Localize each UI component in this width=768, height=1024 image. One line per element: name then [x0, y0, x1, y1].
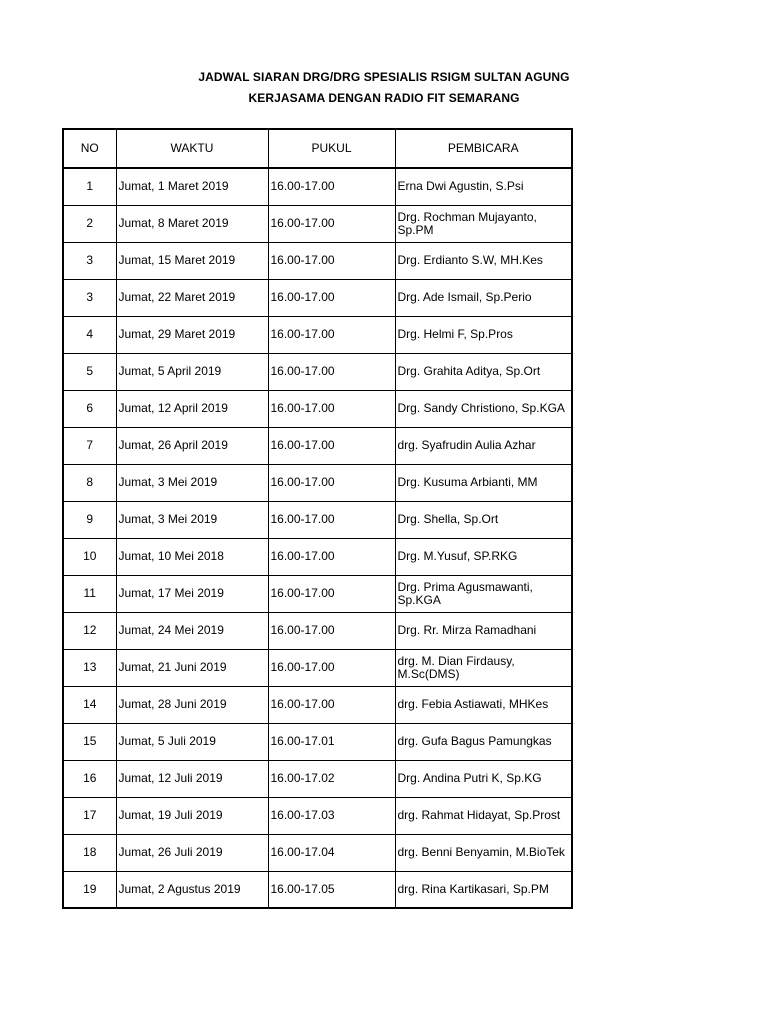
table-row [63, 316, 572, 353]
cell-pukul: 16.00-17.03 [268, 797, 395, 834]
cell-pembicara: Drg. M.Yusuf, SP.RKG [395, 538, 572, 575]
table-body [63, 168, 572, 908]
cell-no: 18 [63, 834, 116, 871]
cell-pukul: 16.00-17.00 [268, 316, 395, 353]
table-row [63, 871, 572, 908]
column-header-waktu: WAKTU [116, 129, 268, 168]
cell-pukul: 16.00-17.00 [268, 168, 395, 205]
cell-pembicara: drg. Benni Benyamin, M.BioTek [395, 834, 572, 871]
cell-pembicara: Erna Dwi Agustin, S.Psi [395, 168, 572, 205]
cell-pukul: 16.00-17.00 [268, 686, 395, 723]
cell-waktu: Jumat, 26 Juli 2019 [116, 834, 268, 871]
cell-pukul: 16.00-17.00 [268, 649, 395, 686]
cell-waktu: Jumat, 17 Mei 2019 [116, 575, 268, 612]
cell-no: 9 [63, 501, 116, 538]
table-row [63, 575, 572, 612]
table-row [63, 797, 572, 834]
cell-pembicara: Drg. Andina Putri K, Sp.KG [395, 760, 572, 797]
cell-pembicara: Drg. Shella, Sp.Ort [395, 501, 572, 538]
cell-pukul: 16.00-17.00 [268, 612, 395, 649]
cell-pukul: 16.00-17.00 [268, 205, 395, 242]
cell-pukul: 16.00-17.00 [268, 575, 395, 612]
cell-no: 11 [63, 575, 116, 612]
table-row [63, 612, 572, 649]
table-row [63, 390, 572, 427]
cell-waktu: Jumat, 10 Mei 2018 [116, 538, 268, 575]
table-row [63, 242, 572, 279]
cell-waktu: Jumat, 29 Maret 2019 [116, 316, 268, 353]
document-subtitle: KERJASAMA DENGAN RADIO FIT SEMARANG [248, 91, 520, 105]
cell-no: 7 [63, 427, 116, 464]
table-row [63, 760, 572, 797]
schedule-table [62, 128, 573, 909]
cell-pukul: 16.00-17.00 [268, 464, 395, 501]
cell-waktu: Jumat, 21 Juni 2019 [116, 649, 268, 686]
cell-no: 1 [63, 168, 116, 205]
cell-no: 3 [63, 242, 116, 279]
cell-pukul: 16.00-17.02 [268, 760, 395, 797]
table-row [63, 279, 572, 316]
cell-no: 4 [63, 316, 116, 353]
column-header-pukul: PUKUL [268, 129, 395, 168]
cell-pukul: 16.00-17.00 [268, 501, 395, 538]
cell-waktu: Jumat, 26 April 2019 [116, 427, 268, 464]
cell-no: 13 [63, 649, 116, 686]
cell-no: 12 [63, 612, 116, 649]
table-row [63, 205, 572, 242]
cell-no: 2 [63, 205, 116, 242]
cell-waktu: Jumat, 24 Mei 2019 [116, 612, 268, 649]
cell-pembicara: drg. Febia Astiawati, MHKes [395, 686, 572, 723]
cell-pukul: 16.00-17.00 [268, 390, 395, 427]
cell-no: 3 [63, 279, 116, 316]
cell-pembicara: drg. Syafrudin Aulia Azhar [395, 427, 572, 464]
table-row [63, 168, 572, 205]
cell-pembicara: Drg. Grahita Aditya, Sp.Ort [395, 353, 572, 390]
cell-pembicara: Drg. Rochman Mujayanto, Sp.PM [395, 205, 572, 242]
cell-no: 6 [63, 390, 116, 427]
column-header-no: NO [63, 129, 116, 168]
cell-pukul: 16.00-17.01 [268, 723, 395, 760]
cell-waktu: Jumat, 5 April 2019 [116, 353, 268, 390]
cell-no: 15 [63, 723, 116, 760]
cell-waktu: Jumat, 5 Juli 2019 [116, 723, 268, 760]
cell-pembicara: drg. Rahmat Hidayat, Sp.Prost [395, 797, 572, 834]
cell-pembicara: drg. Rina Kartikasari, Sp.PM [395, 871, 572, 908]
cell-waktu: Jumat, 3 Mei 2019 [116, 464, 268, 501]
table-row [63, 834, 572, 871]
cell-waktu: Jumat, 28 Juni 2019 [116, 686, 268, 723]
cell-waktu: Jumat, 15 Maret 2019 [116, 242, 268, 279]
cell-pembicara: Drg. Helmi F, Sp.Pros [395, 316, 572, 353]
cell-no: 10 [63, 538, 116, 575]
cell-no: 14 [63, 686, 116, 723]
table-row [63, 464, 572, 501]
cell-waktu: Jumat, 2 Agustus 2019 [116, 871, 268, 908]
cell-pembicara: Drg. Kusuma Arbianti, MM [395, 464, 572, 501]
cell-no: 5 [63, 353, 116, 390]
table-row [63, 427, 572, 464]
table-row [63, 649, 572, 686]
cell-pukul: 16.00-17.04 [268, 834, 395, 871]
table-row [63, 501, 572, 538]
cell-pembicara: Drg. Erdianto S.W, MH.Kes [395, 242, 572, 279]
cell-waktu: Jumat, 12 Juli 2019 [116, 760, 268, 797]
cell-pembicara: Drg. Ade Ismail, Sp.Perio [395, 279, 572, 316]
cell-no: 16 [63, 760, 116, 797]
cell-pembicara: Drg. Rr. Mirza Ramadhani [395, 612, 572, 649]
table-header-row [63, 129, 572, 168]
cell-pukul: 16.00-17.00 [268, 427, 395, 464]
cell-no: 19 [63, 871, 116, 908]
document-title: JADWAL SIARAN DRG/DRG SPESIALIS RSIGM SULTAN AGUNG [198, 70, 570, 84]
table-row [63, 723, 572, 760]
cell-no: 17 [63, 797, 116, 834]
table-row [63, 686, 572, 723]
cell-waktu: Jumat, 1 Maret 2019 [116, 168, 268, 205]
cell-pukul: 16.00-17.05 [268, 871, 395, 908]
cell-pembicara: drg. M. Dian Firdausy, M.Sc(DMS) [395, 649, 572, 686]
table-row [63, 353, 572, 390]
cell-pukul: 16.00-17.00 [268, 353, 395, 390]
cell-waktu: Jumat, 22 Maret 2019 [116, 279, 268, 316]
cell-waktu: Jumat, 19 Juli 2019 [116, 797, 268, 834]
table-row [63, 538, 572, 575]
cell-pukul: 16.00-17.00 [268, 242, 395, 279]
cell-no: 8 [63, 464, 116, 501]
cell-pukul: 16.00-17.00 [268, 538, 395, 575]
cell-pembicara: Drg. Sandy Christiono, Sp.KGA [395, 390, 572, 427]
cell-waktu: Jumat, 8 Maret 2019 [116, 205, 268, 242]
cell-pukul: 16.00-17.00 [268, 279, 395, 316]
cell-waktu: Jumat, 12 April 2019 [116, 390, 268, 427]
cell-waktu: Jumat, 3 Mei 2019 [116, 501, 268, 538]
cell-pembicara: drg. Gufa Bagus Pamungkas [395, 723, 572, 760]
column-header-pembicara: PEMBICARA [395, 129, 572, 168]
cell-pembicara: Drg. Prima Agusmawanti, Sp.KGA [395, 575, 572, 612]
